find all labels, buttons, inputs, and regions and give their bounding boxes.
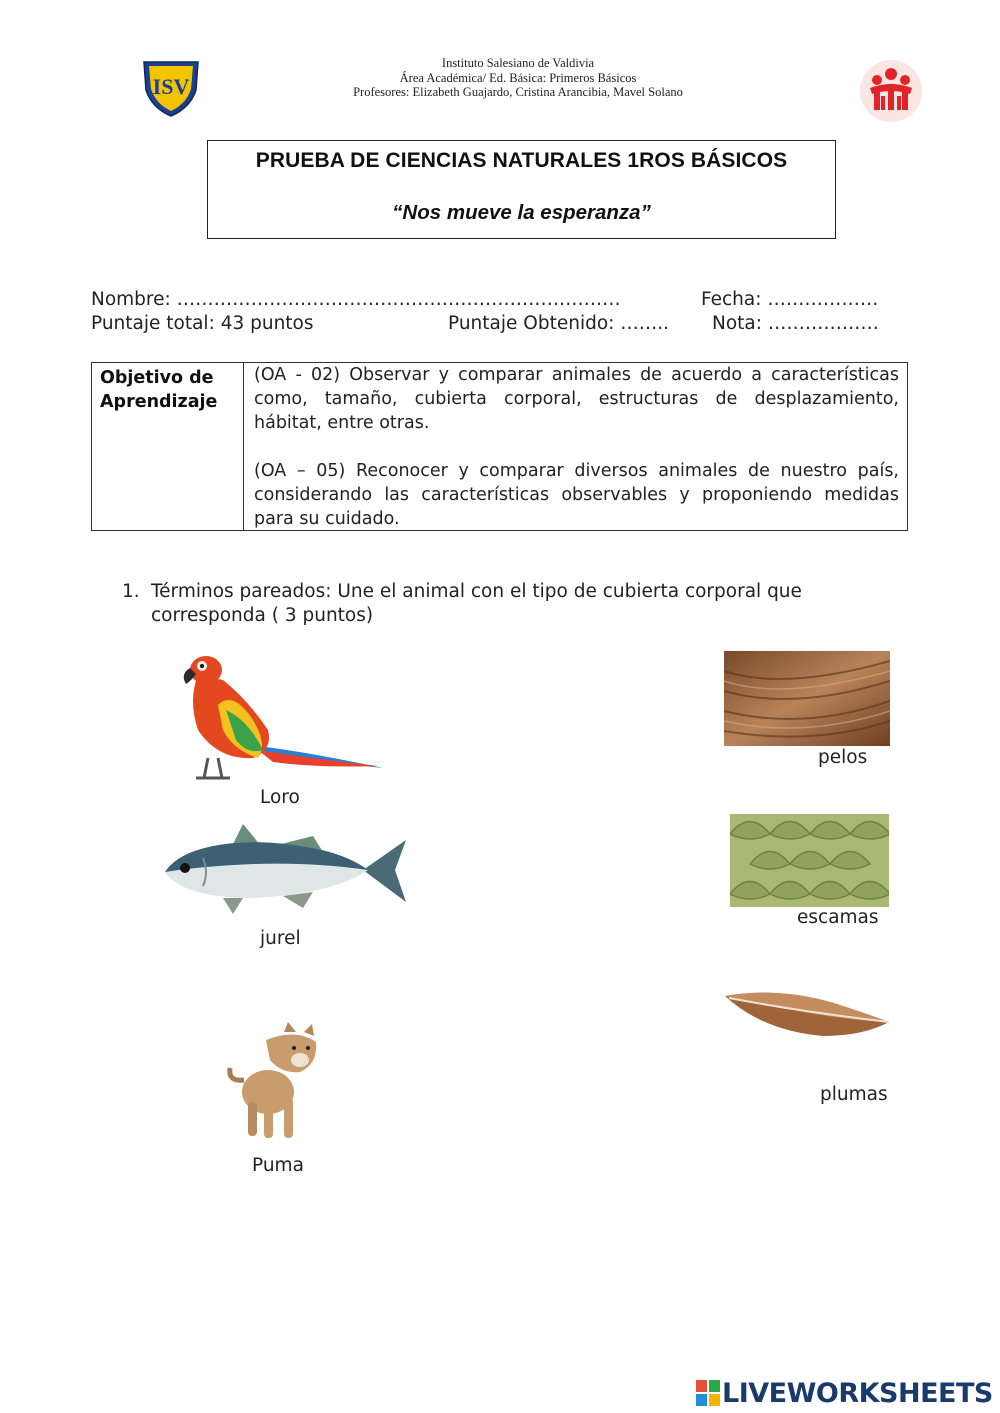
- school-name: Instituto Salesiano de Valdivia: [441, 56, 595, 70]
- test-title: PRUEBA DE CIENCIAS NATURALES 1ROS BÁSICOS: [255, 149, 788, 172]
- school-crest-logo: [140, 56, 202, 118]
- objectives-label: Objetivo de Aprendizaje: [100, 368, 218, 412]
- salesian-family-logo: [858, 58, 924, 124]
- animal-label-loro: Loro: [260, 787, 300, 808]
- question-1: [122, 580, 882, 628]
- parrot-image[interactable]: [178, 650, 386, 784]
- question-text: Términos pareados: Une el animal con el tipo de cubierta corporal que corresponda ( 3 puntos): [151, 581, 802, 626]
- grade-field[interactable]: Nota: ………………: [712, 313, 879, 334]
- fish-image[interactable]: [163, 822, 408, 918]
- covering-label-plumas: plumas: [820, 1084, 888, 1105]
- table-divider: [243, 363, 244, 530]
- objective-oa02: (OA - 02) Observar y comparar animales de acuerdo a características como, tamaño, cubierta corporal, estructuras de desplazamiento, hábitat, entre otras.: [254, 365, 899, 433]
- fur-image[interactable]: [724, 651, 890, 746]
- objectives-table: [91, 362, 908, 531]
- motto: “Nos mueve la esperanza”: [392, 201, 651, 224]
- animal-label-jurel: jurel: [260, 928, 301, 949]
- objective-oa05: (OA – 05) Reconocer y comparar diversos animales de nuestro país, considerando las características observables y proponiendo medidas para su cuidado.: [254, 461, 899, 529]
- feather-image[interactable]: [723, 986, 891, 1056]
- animal-label-puma: Puma: [252, 1155, 304, 1176]
- name-field[interactable]: Nombre: ………………………………………………………………: [91, 289, 621, 310]
- covering-label-escamas: escamas: [797, 907, 879, 928]
- crest-text: ISV: [152, 74, 190, 99]
- date-field[interactable]: Fecha: ………………: [701, 289, 879, 310]
- title-box: [207, 140, 836, 239]
- scales-image[interactable]: [730, 814, 889, 907]
- liveworksheets-brand: [696, 1376, 993, 1410]
- teachers-line: Profesores: Elizabeth Guajardo, Cristina Arancibia, Mavel Solano: [353, 85, 683, 99]
- liveworksheets-logo-icon: [696, 1380, 720, 1406]
- brand-text: LIVEWORKSHEETS: [722, 1377, 993, 1409]
- academic-area: Área Académica/ Ed. Básica: Primeros Básicos: [399, 70, 637, 85]
- school-header: [250, 56, 786, 100]
- question-number: 1.: [122, 581, 140, 602]
- puma-image[interactable]: [226, 1020, 326, 1142]
- obtained-score-field[interactable]: Puntaje Obtenido: ……..: [448, 313, 670, 334]
- total-score: Puntaje total: 43 puntos: [91, 313, 314, 334]
- covering-label-pelos: pelos: [818, 747, 868, 768]
